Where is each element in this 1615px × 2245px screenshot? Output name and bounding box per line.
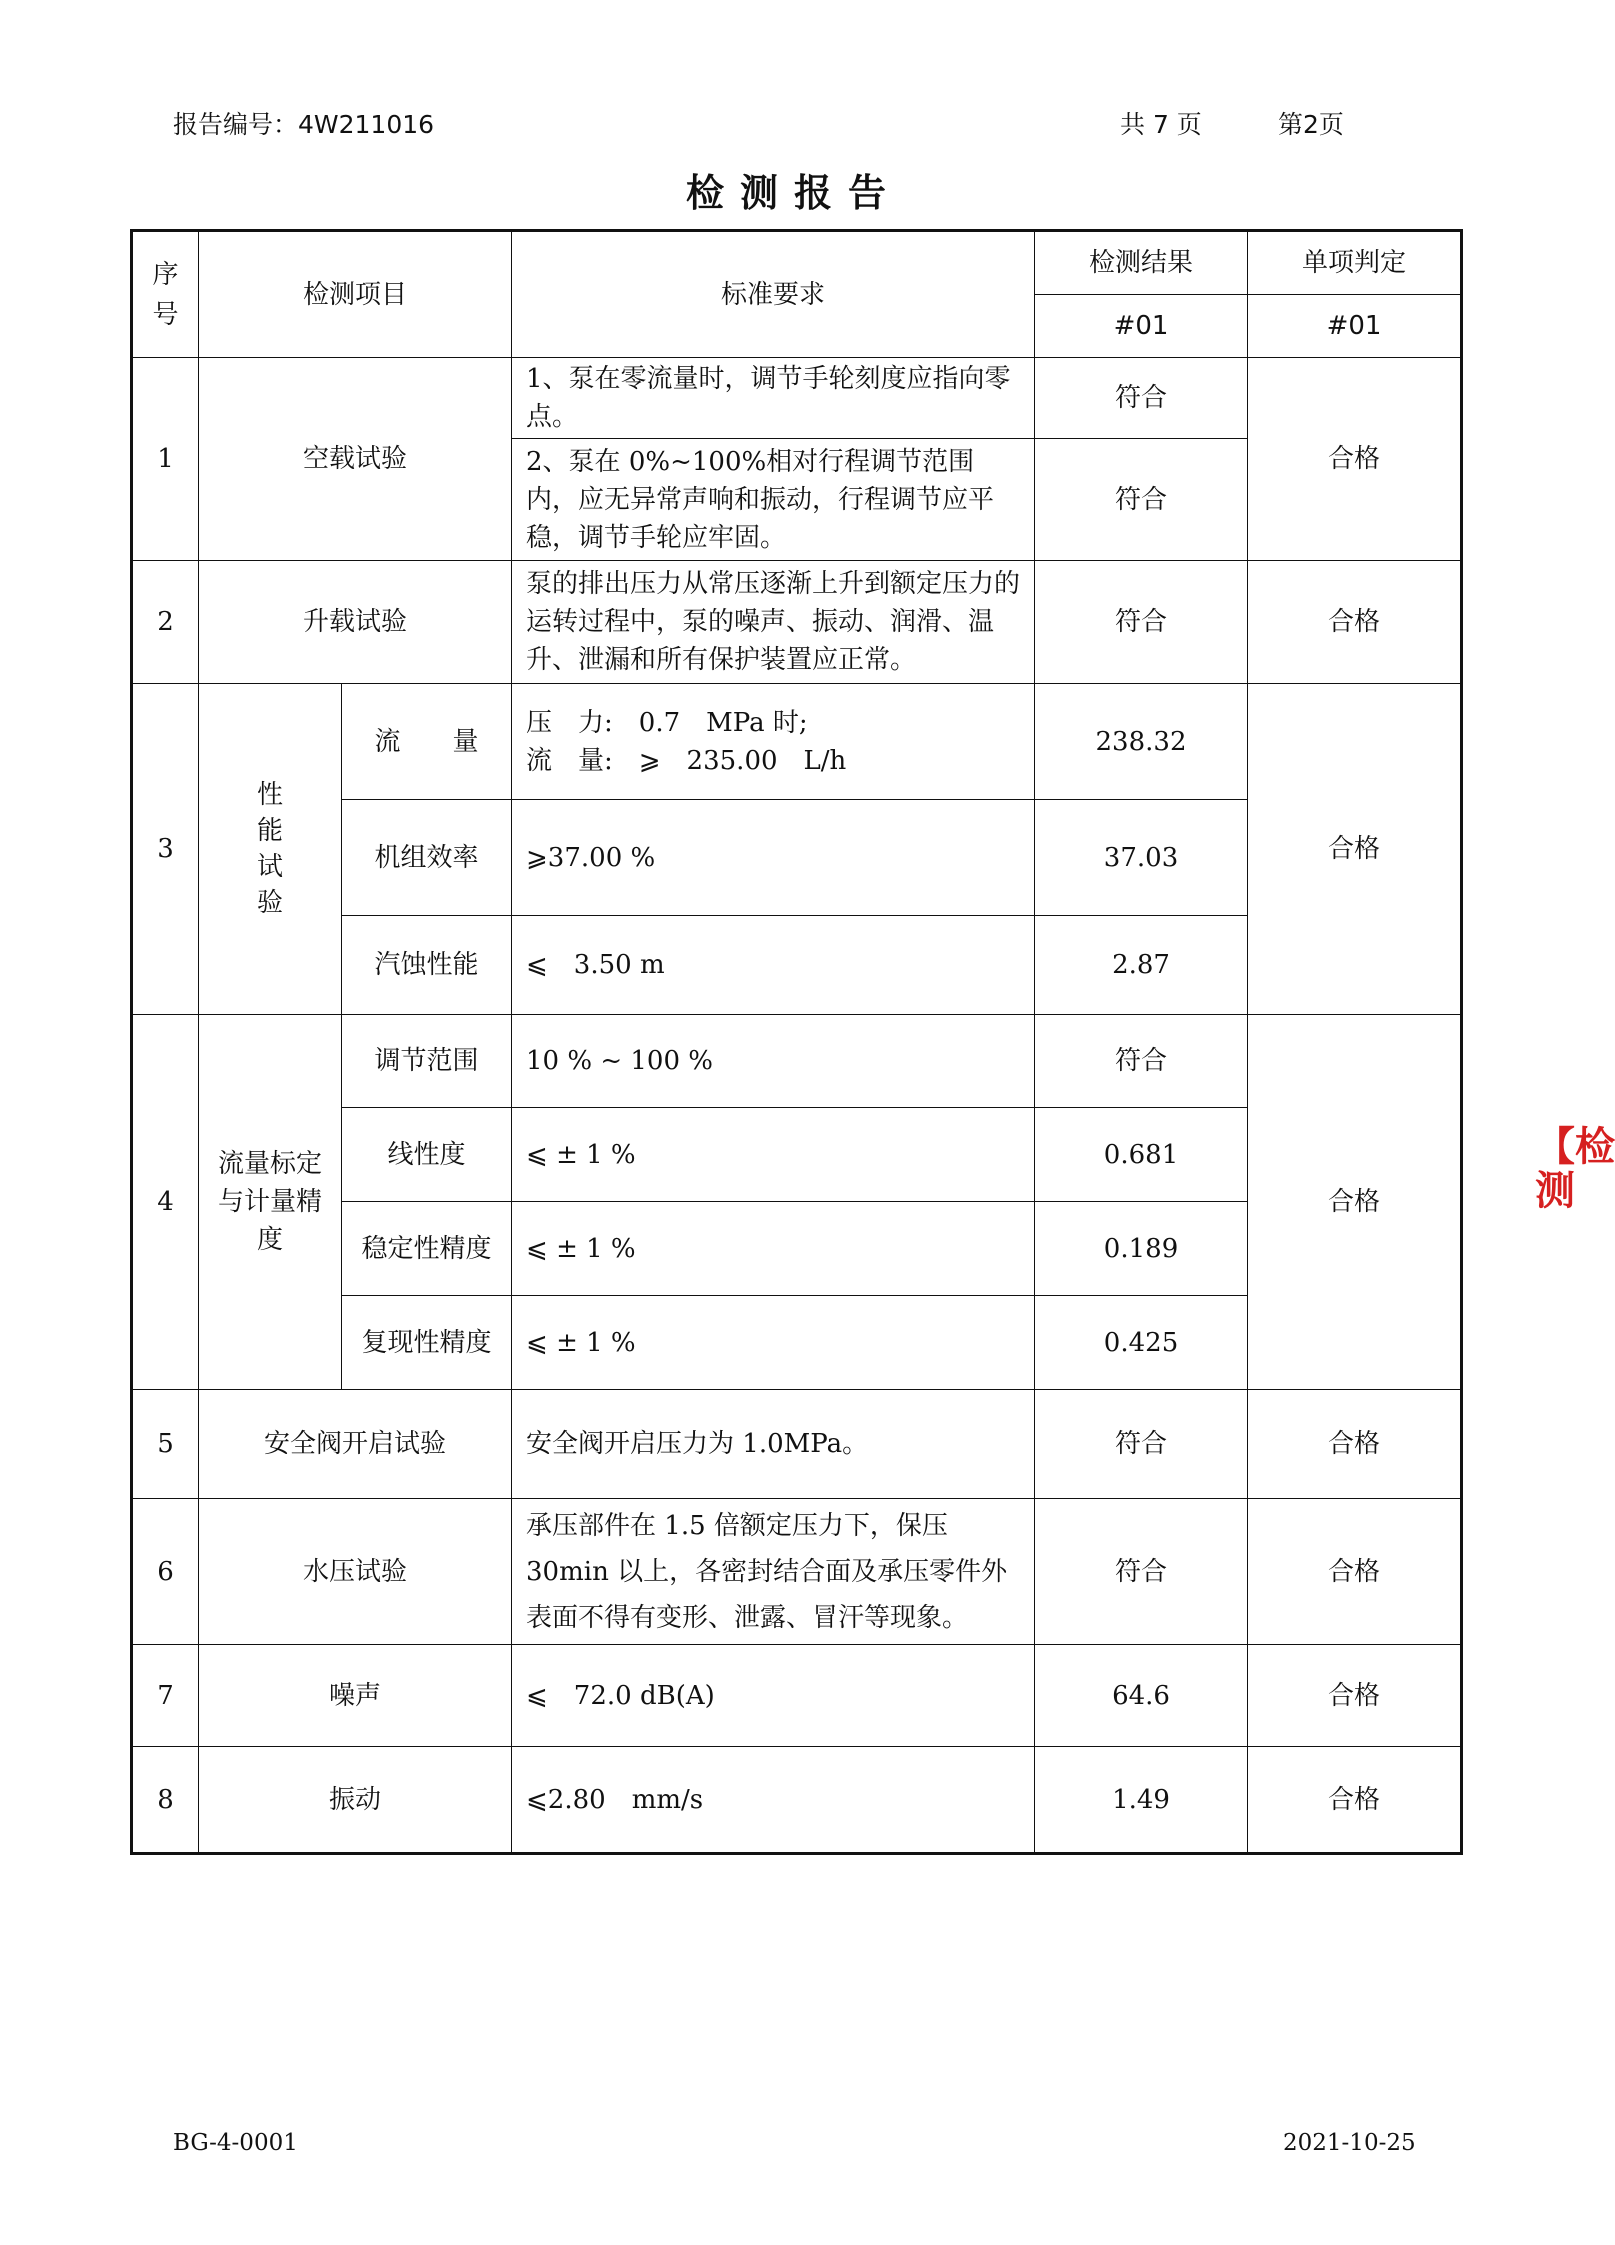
row-standard: 泵的排出压力从常压逐渐上升到额定压力的运转过程中，泵的噪声、振动、润滑、温升、泄漏和所有保护装置应正常。 [512, 561, 1035, 684]
row-subitem: 调节范围 [342, 1015, 512, 1108]
row-seq: 4 [132, 1015, 199, 1390]
seal-stamp: 【检测 [1535, 1124, 1615, 1214]
header-seq: 序号 [132, 231, 199, 358]
table-row [132, 358, 1462, 439]
row-result: 0.681 [1035, 1108, 1248, 1202]
std-line: 压 力: 0.7 MPa 时; [526, 707, 808, 738]
form-code: BG-4-0001 [173, 2130, 298, 2156]
row-item: 水压试验 [199, 1499, 512, 1645]
table-row [132, 561, 1462, 684]
row-result: 2.87 [1035, 916, 1248, 1015]
page-number: 第2页 [1278, 110, 1344, 139]
table-row [132, 684, 1462, 800]
table-row [132, 1747, 1462, 1854]
row-standard: ⩽ ± 1 % [512, 1108, 1035, 1202]
row-standard: ⩽ ± 1 % [512, 1296, 1035, 1390]
row-seq: 6 [132, 1499, 199, 1645]
row-group: 流量标定与计量精度 [199, 1015, 342, 1390]
report-date: 2021-10-25 [1283, 2130, 1416, 2156]
row-result: 0.425 [1035, 1296, 1248, 1390]
report-number: 报告编号：4W211016 [173, 110, 435, 139]
row-standard: 2、泵在 0%~100%相对行程调节范围内，应无异常声响和振动，行程调节应平稳，调节手轮应牢固。 [512, 439, 1035, 561]
row-subitem: 线性度 [342, 1108, 512, 1202]
row-seq: 1 [132, 358, 199, 561]
row-subitem: 复现性精度 [342, 1296, 512, 1390]
row-judge: 合格 [1248, 1645, 1462, 1747]
row-result: 符合 [1035, 358, 1248, 439]
row-subitem: 机组效率 [342, 800, 512, 916]
row-item: 安全阀开启试验 [199, 1390, 512, 1499]
row-result: 0.189 [1035, 1202, 1248, 1296]
row-result: 符合 [1035, 561, 1248, 684]
row-result: 符合 [1035, 1390, 1248, 1499]
row-result: 1.49 [1035, 1747, 1248, 1854]
row-judge: 合格 [1248, 1499, 1462, 1645]
row-standard: 承压部件在 1.5 倍额定压力下，保压 30min 以上，各密封结合面及承压零件外表面不得有变形、泄露、冒汗等现象。 [512, 1499, 1035, 1645]
row-result: 符合 [1035, 1015, 1248, 1108]
row-standard: 10 % ~ 100 % [512, 1015, 1035, 1108]
row-seq: 3 [132, 684, 199, 1015]
row-group: 性能试验 [199, 684, 342, 1015]
row-result: 符合 [1035, 1499, 1248, 1645]
header-item: 检测项目 [199, 231, 512, 358]
row-item: 升载试验 [199, 561, 512, 684]
page-title: 检测报告 [685, 171, 902, 215]
row-judge: 合格 [1248, 358, 1462, 561]
row-judge: 合格 [1248, 561, 1462, 684]
row-standard: 安全阀开启压力为 1.0MPa。 [512, 1390, 1035, 1499]
row-item: 空载试验 [199, 358, 512, 561]
row-standard [512, 684, 1035, 800]
row-item: 振动 [199, 1747, 512, 1854]
row-standard: ⩽ 3.50 m [512, 916, 1035, 1015]
header-standard: 标准要求 [512, 231, 1035, 358]
table-row [132, 1499, 1462, 1645]
row-judge: 合格 [1248, 1747, 1462, 1854]
header-judge-sample: #01 [1248, 295, 1462, 358]
table-row [132, 1645, 1462, 1747]
row-subitem: 流 量 [342, 684, 512, 800]
row-result: 238.32 [1035, 684, 1248, 800]
row-seq: 5 [132, 1390, 199, 1499]
row-seq: 8 [132, 1747, 199, 1854]
table-row [132, 1015, 1462, 1108]
row-standard: 1、泵在零流量时，调节手轮刻度应指向零点。 [512, 358, 1035, 439]
row-judge: 合格 [1248, 684, 1462, 1015]
std-line: 流 量: ⩾ 235.00 L/h [526, 745, 847, 776]
row-item: 噪声 [199, 1645, 512, 1747]
row-subitem: 汽蚀性能 [342, 916, 512, 1015]
header-result: 检测结果 [1035, 231, 1248, 295]
table-row [132, 1390, 1462, 1499]
total-pages: 共 7 页 [1120, 110, 1202, 139]
row-standard: ⩽ ± 1 % [512, 1202, 1035, 1296]
header-judge: 单项判定 [1248, 231, 1462, 295]
header-result-sample: #01 [1035, 295, 1248, 358]
row-seq: 7 [132, 1645, 199, 1747]
row-seq: 2 [132, 561, 199, 684]
row-result: 64.6 [1035, 1645, 1248, 1747]
row-standard: ⩾37.00 % [512, 800, 1035, 916]
inspection-table [130, 229, 1463, 1855]
row-standard: ⩽ 72.0 dB(A) [512, 1645, 1035, 1747]
row-subitem: 稳定性精度 [342, 1202, 512, 1296]
row-result: 37.03 [1035, 800, 1248, 916]
row-judge: 合格 [1248, 1390, 1462, 1499]
row-judge: 合格 [1248, 1015, 1462, 1390]
row-result: 符合 [1035, 439, 1248, 561]
row-standard: ⩽2.80 mm/s [512, 1747, 1035, 1854]
